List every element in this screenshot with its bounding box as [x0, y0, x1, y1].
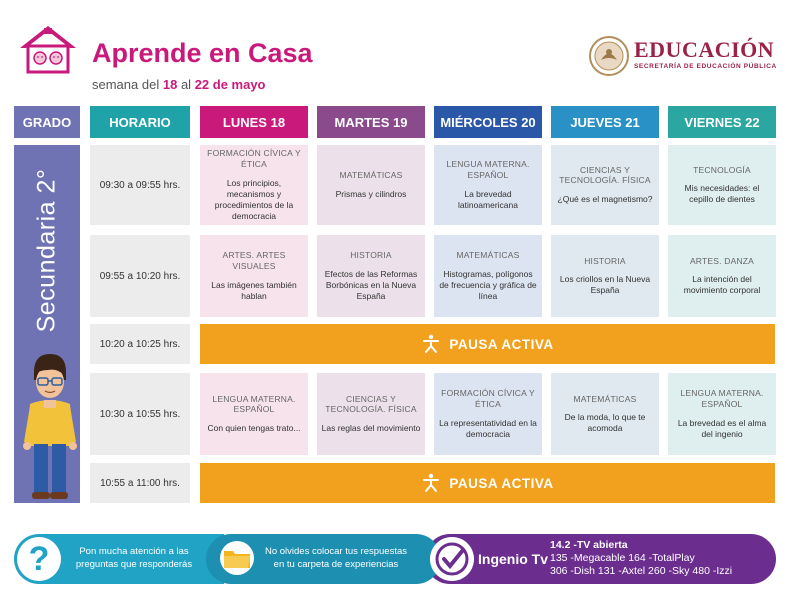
topic: Efectos de las Reformas Borbónicas en la Nueva España [324, 268, 418, 301]
class-cell [434, 235, 542, 317]
topic: La brevedad latinoamericana [457, 188, 518, 210]
class-cell [200, 145, 308, 225]
topic: La representatividad en la democracia [439, 417, 537, 439]
class-cell [551, 145, 659, 225]
header-lunes: LUNES 18 [200, 106, 308, 138]
subject: HISTORIA [584, 255, 626, 266]
week-subtitle: semana del 18 al 22 de mayo [92, 77, 266, 92]
tip-attention: Pon mucha atención a las preguntas que responderás [75, 546, 193, 570]
tip-folder: No olvides colocar tus respuestas en tu carpeta de experiencias [264, 546, 408, 570]
time-slot: 10:20 a 10:25 hrs. [90, 324, 190, 364]
class-cell [551, 235, 659, 317]
channel-line: 14.2 -TV abierta [550, 539, 628, 551]
checkmark-icon [430, 537, 474, 581]
folder-icon [218, 541, 256, 575]
pausa-activa-bar: PAUSA ACTIVA [200, 324, 775, 364]
channel-line: 306 -Dish 131 -Axtel 260 -Sky 480 -Izzi [550, 565, 733, 577]
pausa-activa-bar: PAUSA ACTIVA [200, 463, 775, 503]
subject: FORMACIÓN CÍVICA Y ÉTICA [441, 388, 535, 409]
ingenio-tv-label: Ingenio Tv [478, 551, 548, 567]
brand-title: EDUCACIÓN [634, 37, 775, 62]
class-cell [551, 373, 659, 455]
subject: CIENCIAS Y TECNOLOGÍA. FÍSICA [559, 164, 651, 186]
topic: Los principios, mecanismos y procedimientos de la democracia [214, 177, 294, 221]
subject: MATEMÁTICAS [339, 170, 403, 181]
topic: De la moda, lo que te acomoda [564, 412, 646, 434]
header-miercoles: MIÉRCOLES 20 [434, 106, 542, 138]
exercise-icon [421, 473, 441, 493]
topic: Mis necesidades: el cepillo de dientes [684, 183, 760, 205]
header-viernes: VIERNES 22 [668, 106, 776, 138]
header-martes: MARTES 19 [317, 106, 425, 138]
subject: LENGUA MATERNA. ESPAÑOL [212, 393, 296, 415]
subject: ARTES. DANZA [689, 255, 755, 266]
exercise-icon [421, 334, 441, 354]
subject: MATEMÁTICAS [573, 393, 637, 404]
page-title: Aprende en Casa [92, 38, 313, 68]
header-jueves: JUEVES 21 [551, 106, 659, 138]
channel-line: 135 -Megacable 164 -TotalPlay [550, 552, 695, 564]
class-cell [317, 145, 425, 225]
class-cell [200, 373, 308, 455]
topic: Prismas y cilindros [335, 188, 407, 199]
header-grado: GRADO [14, 106, 80, 138]
class-cell [200, 235, 308, 317]
student-illustration [20, 350, 78, 502]
topic: Las imágenes también hablan [211, 279, 297, 301]
grade-label: Secundaria 2° [32, 168, 61, 332]
brand-subtitle: SECRETARÍA DE EDUCACIÓN PÚBLICA [634, 63, 777, 70]
subject: LENGUA MATERNA. ESPAÑOL [446, 159, 530, 180]
topic: ¿Qué es el magnetismo? [557, 194, 653, 205]
subject: LENGUA MATERNA. ESPAÑOL [680, 388, 764, 409]
header-horario: HORARIO [90, 106, 190, 138]
subject: HISTORIA [350, 250, 392, 261]
subject: FORMACIÓN CÍVICA Y ÉTICA [207, 148, 301, 169]
topic: Histogramas, polígonos de frecuencia y gráfica de línea [439, 268, 537, 301]
topic: La intención del movimiento corporal [683, 274, 761, 296]
topic: Con quien tengas trato... [207, 423, 301, 434]
class-cell [317, 373, 425, 455]
topic: Los criollos en la Nueva España [559, 274, 651, 296]
time-slot: 09:30 a 09:55 hrs. [90, 145, 190, 225]
class-cell [434, 373, 542, 455]
class-cell [434, 145, 542, 225]
time-slot: 10:30 a 10:55 hrs. [90, 373, 190, 455]
sep-seal-icon [588, 35, 630, 77]
subject: TECNOLOGÍA [693, 164, 751, 175]
topic: La brevedad es el alma del ingenio [677, 417, 767, 439]
class-cell [668, 235, 776, 317]
subject: ARTES. ARTES VISUALES [222, 250, 286, 271]
class-cell [668, 373, 776, 455]
topic: Las reglas del movimiento [321, 423, 421, 434]
subject: MATEMÁTICAS [456, 250, 520, 261]
question-icon: ? [17, 537, 61, 581]
time-slot: 09:55 a 10:20 hrs. [90, 235, 190, 317]
subject: CIENCIAS Y TECNOLOGÍA. FÍSICA [325, 393, 417, 415]
aprende-en-casa-logo [18, 24, 78, 74]
time-slot: 10:55 a 11:00 hrs. [90, 463, 190, 503]
class-cell [668, 145, 776, 225]
class-cell [317, 235, 425, 317]
